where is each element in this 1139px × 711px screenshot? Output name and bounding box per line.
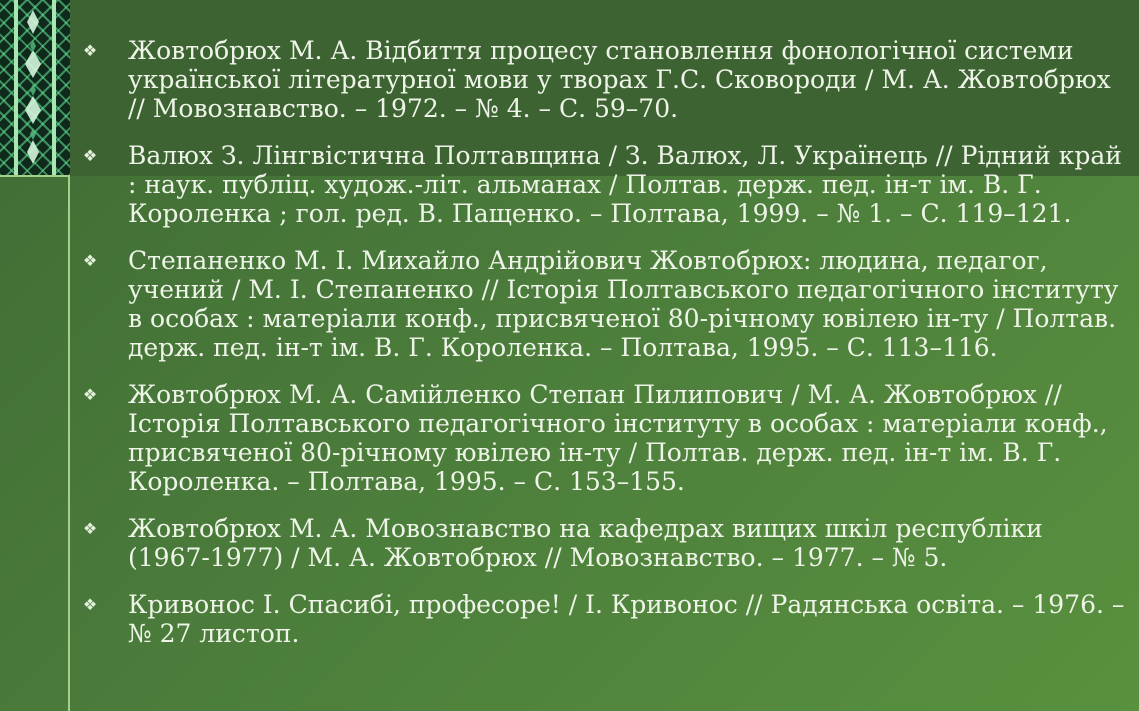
- reference-item: [82, 380, 1132, 496]
- reference-item: [82, 514, 1132, 572]
- ornament-star-pattern: [0, 0, 70, 176]
- reference-text: Степаненко М. І. Михайло Андрійович Жовтобрюх: людина, педагог, учений / М. І. Степаненко // Історія Полтавського педагогічного інституту в особах : матеріали конф., присвяченої 80-річному ювілею ін-ту / Полтав. держ. пед. ін-т ім. В. Г. Короленка. – Полтава, 1995. – С. 113–116.: [128, 246, 1119, 362]
- reference-text: Жовтобрюх М. А. Відбиття процесу становлення фонологічної системи української літературної мови у творах Г.С. Сковороди / М. А. Жовтобрюх // Мовознавство. – 1972. – № 4. – С. 59–70.: [128, 36, 1111, 123]
- ornament-divider-horizontal: [0, 175, 70, 177]
- reference-text: Кривонос І. Спасибі, професоре! / І. Кривонос // Радянська освіта. – 1976. – № 27 листоп.: [128, 590, 1125, 648]
- reference-item: [82, 246, 1132, 362]
- diamond-bullet-icon: ❖: [82, 251, 98, 270]
- diamond-bullet-icon: ❖: [82, 519, 98, 538]
- reference-item: [82, 590, 1132, 648]
- reference-text: Жовтобрюх М. А. Мовознавство на кафедрах вищих шкіл республіки (1967-1977) / М. А. Жовтобрюх // Мовознавство. – 1977. – № 5.: [128, 514, 1043, 572]
- reference-item: [82, 36, 1132, 123]
- diamond-bullet-icon: ❖: [82, 595, 98, 614]
- reference-item: [82, 141, 1132, 228]
- diamond-bullet-icon: ❖: [82, 146, 98, 165]
- reference-text: Валюх З. Лінгвістична Полтавщина / З. Валюх, Л. Українець // Рідний край : наук. публіц. худож.-літ. альманах / Полтав. держ. пед. ін-т ім. В. Г. Короленка ; гол. ред. В. Пащенко. – Полтава, 1999. – № 1. – С. 119–121.: [128, 141, 1122, 228]
- diamond-bullet-icon: ❖: [82, 41, 98, 60]
- reference-list: [82, 36, 1132, 666]
- embroidery-ornament: [0, 0, 70, 176]
- ornament-divider-vertical: [68, 176, 70, 711]
- diamond-bullet-icon: ❖: [82, 385, 98, 404]
- reference-text: Жовтобрюх М. А. Самійленко Степан Пилипович / М. А. Жовтобрюх // Історія Полтавського педагогічного інституту в особах : матеріали конф., присвяченої 80-річному ювілею ін-ту / Полтав. держ. пед. ін-т ім. В. Г. Короленка. – Полтава, 1995. – С. 153–155.: [128, 380, 1108, 496]
